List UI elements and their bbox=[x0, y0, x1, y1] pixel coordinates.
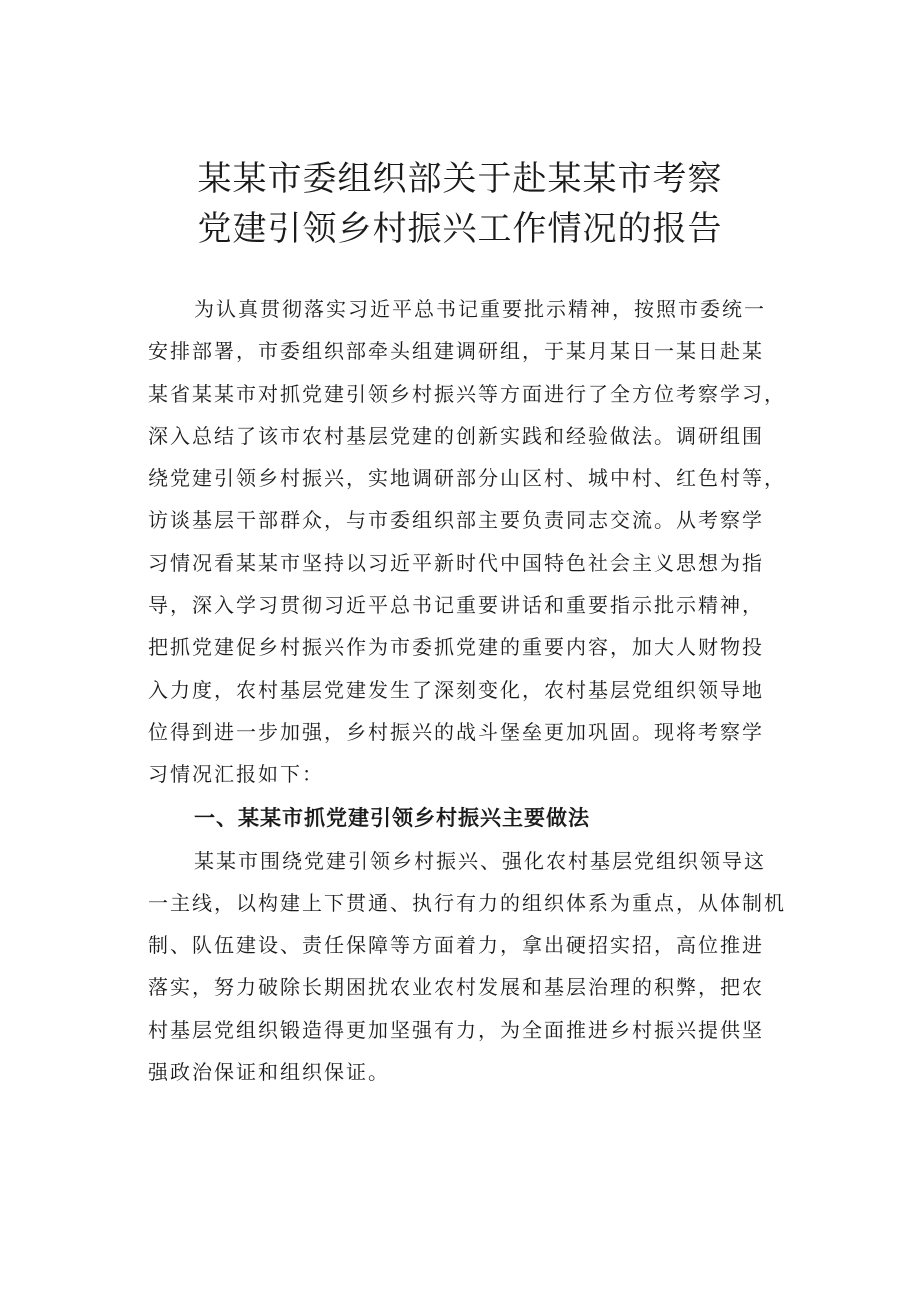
paragraph-line: 把抓党建促乡村振兴作为市委抓党建的重要内容，加大人财物投 bbox=[148, 635, 764, 660]
paragraph-line: 村基层党组织锻造得更加坚强有力，为全面推进乡村振兴提供坚 bbox=[148, 1017, 764, 1042]
title-line-1: 某某市委组织部关于赴某某市考察 bbox=[197, 159, 723, 199]
paragraph-line: 制、队伍建设、责任保障等方面着力，拿出硬招实招，高位推进 bbox=[148, 933, 764, 958]
section-heading: 一、某某市抓党建引领乡村振兴主要做法 bbox=[194, 805, 590, 830]
paragraph-line: 某省某某市对抓党建引领乡村振兴等方面进行了全方位考察学习， bbox=[148, 381, 786, 406]
paragraph-line: 强政治保证和组织保证。 bbox=[148, 1060, 390, 1085]
document-title bbox=[0, 154, 920, 254]
paragraph-line: 为认真贯彻落实习近平总书记重要批示精神，按照市委统一 bbox=[194, 297, 766, 321]
paragraph-line: 习情况看某某市坚持以习近平新时代中国特色社会主义思想为指 bbox=[148, 550, 764, 575]
paragraph-line: 安排部署，市委组织部牵头组建调研组，于某月某日一某日赴某 bbox=[148, 339, 764, 364]
paragraph-line: 绕党建引领乡村振兴，实地调研部分山区村、城中村、红色村等， bbox=[148, 466, 786, 491]
paragraph-line: 一主线，以构建上下贯通、执行有力的组织体系为重点，从体制机 bbox=[148, 890, 786, 915]
paragraph-line: 入力度，农村基层党建发生了深刻变化，农村基层党组织领导地 bbox=[148, 677, 764, 702]
section-paragraph bbox=[148, 840, 810, 1094]
paragraph-line: 访谈基层干部群众，与市委组织部主要负责同志交流。从考察学 bbox=[148, 508, 764, 533]
paragraph-line: 导，深入学习贯彻习近平总书记重要讲话和重要指示批示精神， bbox=[148, 593, 764, 618]
paragraph-line: 落实，努力破除长期困扰农业农村发展和基层治理的积弊，把农 bbox=[148, 975, 764, 1000]
document-body bbox=[148, 288, 810, 1093]
title-line-2: 党建引领乡村振兴工作情况的报告 bbox=[197, 209, 723, 249]
paragraph-line: 位得到进一步加强，乡村振兴的战斗堡垒更加巩固。现将考察学 bbox=[148, 719, 764, 744]
intro-paragraph bbox=[148, 288, 810, 796]
paragraph-line: 深入总结了该市农村基层党建的创新实践和经验做法。调研组围 bbox=[148, 423, 764, 448]
paragraph-line: 某某市围绕党建引领乡村振兴、强化农村基层党组织领导这 bbox=[194, 848, 766, 873]
paragraph-line: 习情况汇报如下： bbox=[148, 762, 324, 787]
